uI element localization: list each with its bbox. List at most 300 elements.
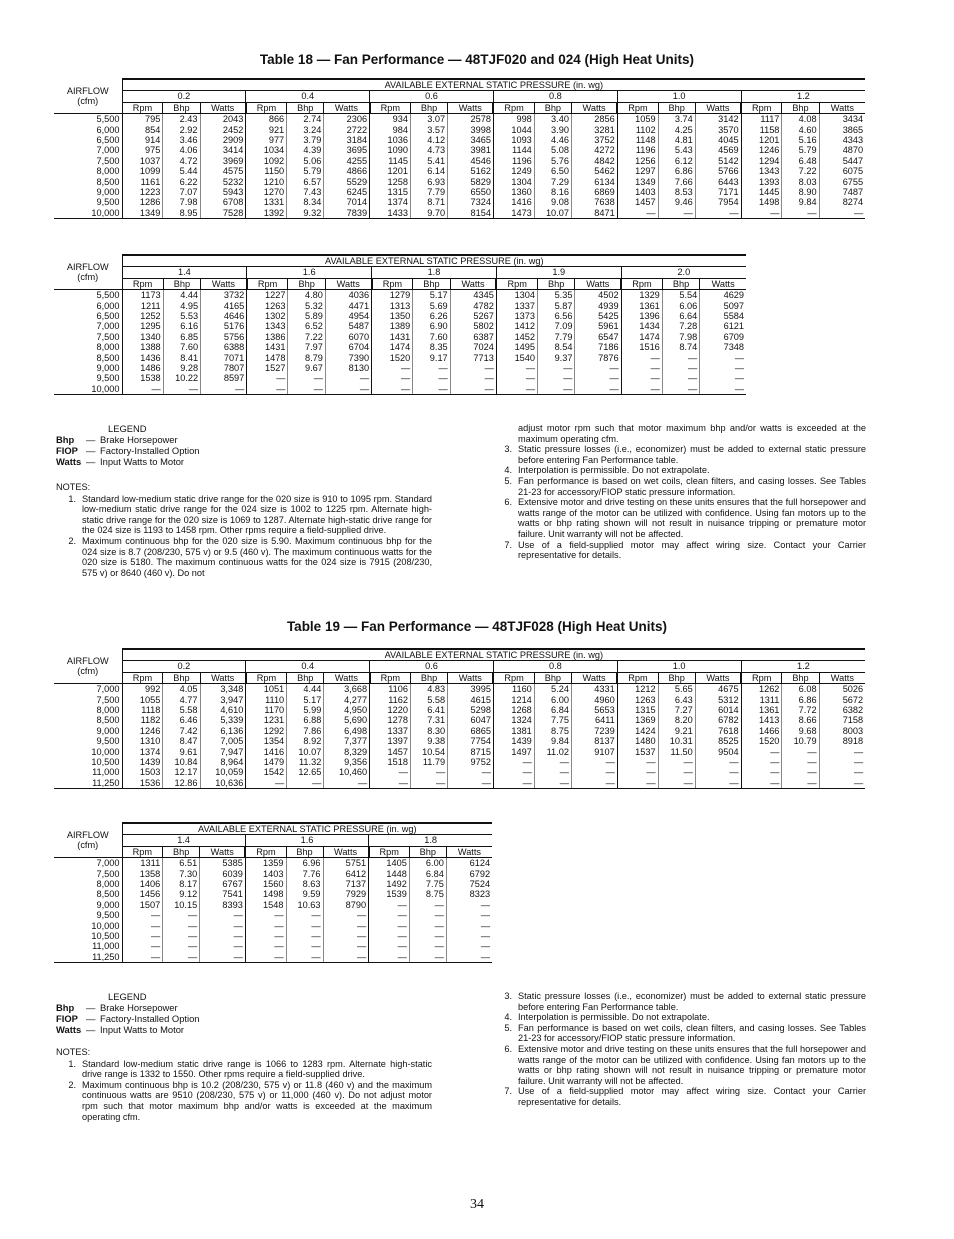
column-rpm: Rpm	[370, 672, 411, 683]
cell-rpm: 1520	[741, 736, 782, 746]
table-row	[54, 900, 492, 910]
cell-rpm: 1196	[617, 145, 658, 155]
note-item	[56, 536, 432, 578]
cell-bhp: 6.22	[163, 177, 200, 187]
cell-watts: 6865	[448, 726, 494, 736]
cell-watts: 3995	[448, 684, 494, 695]
cell-watts: —	[323, 921, 369, 931]
note-number: 4.	[504, 465, 512, 476]
column-rpm: Rpm	[496, 278, 537, 289]
table-row	[54, 373, 746, 383]
airflow-cfm: 6,000	[54, 125, 122, 135]
cell-rpm: 1329	[621, 290, 662, 301]
cell-bhp: 6.06	[662, 301, 699, 311]
cell-watts: —	[853, 746, 864, 757]
cell-watts: 4345	[450, 290, 496, 301]
column-watts: Watts	[819, 102, 865, 113]
cell-bhp: 5.99	[287, 705, 324, 715]
cell-bhp: —	[287, 778, 324, 789]
cell-watts: 4646	[201, 311, 247, 321]
cell-watts: 3281	[571, 125, 617, 135]
cell-rpm: 1304	[493, 177, 534, 187]
cell-watts: 6,136	[200, 726, 246, 736]
cell-watts: —	[734, 373, 745, 384]
airflow-cfm: 9,000	[54, 726, 122, 736]
airflow-cfm: 8,500	[54, 715, 122, 725]
cell-bhp: 4.25	[658, 125, 695, 135]
note-text: Use of a field-supplied motor may affect wiring size. Contact your Carrier representative for details.	[518, 539, 866, 561]
cell-bhp: 6.14	[410, 166, 447, 176]
note-text: Use of a field-supplied motor may affect wiring size. Contact your Carrier representative for details.	[518, 1086, 866, 1107]
cell-watts: 7807	[201, 363, 247, 373]
cell-bhp: 5.35	[538, 290, 575, 301]
cell-watts: —	[480, 931, 491, 942]
column-rpm: Rpm	[246, 672, 287, 683]
cell-bhp: 7.22	[288, 332, 325, 342]
cell-bhp: 9.21	[658, 726, 695, 736]
cell-watts: —	[323, 931, 369, 941]
cell-watts: 4870	[842, 145, 864, 156]
note-number: 4.	[504, 1012, 512, 1023]
cell-rpm: —	[369, 931, 410, 941]
cell-bhp: 4.05	[163, 684, 200, 695]
table-row	[54, 301, 746, 311]
cell-bhp: 4.77	[163, 695, 200, 705]
note-number: 6.	[504, 1043, 512, 1054]
cell-rpm: —	[122, 952, 163, 963]
column-rpm: Rpm	[122, 846, 163, 857]
cell-watts: 7014	[324, 197, 370, 207]
cell-rpm: 1201	[370, 166, 411, 176]
note-text: Standard low-medium static drive range for the 020 size is 910 to 1095 rpm. Standard low-medium static drive range for the 024 size is 1002 to 1225 rpm. Alternate high-static drive range for the 020 size is 1069 to 1287. Alternate high-static drive range for the 024 size is 1193 to 1458 rpm. Other rpms require a field-supplied drive.	[82, 493, 432, 536]
cell-rpm: 1214	[493, 695, 534, 705]
cell-bhp: 4.80	[288, 290, 325, 301]
note-item	[56, 1080, 432, 1122]
table-row	[54, 767, 865, 777]
airflow-header: AIRFLOW (cfm)	[54, 255, 122, 290]
cell-watts: 5766	[695, 166, 741, 176]
cell-rpm: 921	[246, 125, 287, 135]
cell-rpm: 1361	[741, 705, 782, 715]
legend-text: Brake Horsepower	[100, 1002, 178, 1013]
cell-rpm: —	[245, 931, 286, 941]
cell-bhp: 5.16	[782, 135, 819, 145]
pressure-0.2: 0.2	[122, 661, 246, 672]
cell-bhp: 8.92	[287, 736, 324, 746]
cell-bhp: 6.93	[410, 177, 447, 187]
table-row	[54, 114, 865, 125]
cell-rpm: 1337	[370, 726, 411, 736]
cell-bhp: 6.46	[163, 715, 200, 725]
cell-rpm: —	[496, 384, 537, 395]
pressure-1.0: 1.0	[617, 661, 741, 672]
airflow-cfm: 9,500	[54, 736, 122, 746]
airflow-cfm: 10,000	[54, 208, 122, 219]
cell-rpm: —	[369, 921, 410, 931]
note-item	[56, 1059, 432, 1080]
cell-watts: 5312	[695, 695, 741, 705]
cell-bhp: 7.86	[287, 726, 324, 736]
cell-bhp: 6.52	[288, 321, 325, 331]
legend-text: Input Watts to Motor	[100, 1024, 185, 1035]
note-text: Interpolation is permissible. Do not extrapolate.	[518, 465, 710, 476]
cell-bhp: 8.41	[163, 353, 200, 363]
cell-rpm: 977	[246, 135, 287, 145]
cell-bhp: 8.34	[287, 197, 324, 207]
cell-watts: 4675	[695, 684, 741, 695]
cell-watts: 7713	[450, 353, 496, 363]
cell-watts: 8393	[200, 900, 246, 910]
cell-rpm: 1227	[247, 290, 288, 301]
column-rpm: Rpm	[122, 102, 163, 113]
cell-rpm: —	[621, 373, 662, 383]
table18-part2	[54, 254, 746, 395]
cell-rpm: 1456	[122, 889, 163, 899]
airflow-cfm: 7,500	[54, 156, 122, 166]
cell-watts: 6014	[695, 705, 741, 715]
cell-rpm: —	[372, 363, 413, 373]
cell-bhp: 8.53	[658, 187, 695, 197]
cell-watts: 6708	[200, 197, 246, 207]
cell-rpm: —	[247, 373, 288, 383]
airflow-cfm: 9,500	[54, 910, 122, 920]
cell-rpm: 1310	[122, 736, 163, 746]
cell-bhp: 7.27	[658, 705, 695, 715]
cell-bhp: 4.60	[782, 125, 819, 135]
cell-rpm: 1092	[246, 156, 287, 166]
cell-bhp: —	[534, 767, 571, 777]
airflow-cfm: 8,000	[54, 705, 122, 715]
cell-bhp: 3.79	[287, 135, 324, 145]
cell-bhp: 6.43	[658, 695, 695, 705]
airflow-cfm: 9,000	[54, 363, 122, 373]
cell-bhp: —	[288, 373, 325, 383]
airflow-cfm: 11,000	[54, 767, 122, 777]
column-bhp: Bhp	[538, 278, 575, 289]
cell-bhp: 6.64	[662, 311, 699, 321]
cell-watts: 6411	[571, 715, 617, 725]
table-row	[54, 290, 746, 301]
cell-rpm: 1036	[370, 135, 411, 145]
cell-rpm: 1527	[247, 363, 288, 373]
column-rpm: Rpm	[741, 102, 782, 113]
cell-bhp: 5.17	[287, 695, 324, 705]
cell-rpm: 1256	[617, 156, 658, 166]
cell-bhp: 9.84	[782, 197, 819, 207]
cell-bhp: —	[413, 373, 450, 383]
cell-rpm: 1286	[122, 197, 163, 207]
cell-watts: 5,690	[324, 715, 370, 725]
table-row	[54, 684, 865, 695]
cell-rpm: —	[247, 384, 288, 395]
cell-bhp: 3.07	[410, 114, 447, 125]
cell-rpm: 1118	[122, 705, 163, 715]
legend-abbr: Watts	[56, 456, 82, 467]
column-watts: Watts	[201, 278, 247, 289]
cell-watts: —	[734, 363, 745, 374]
cell-bhp: 11.02	[534, 747, 571, 757]
cell-watts: 3434	[842, 114, 864, 125]
legend-item	[56, 1002, 316, 1013]
column-rpm: Rpm	[122, 672, 163, 683]
table-row	[54, 715, 865, 725]
airflow-cfm: 8,000	[54, 166, 122, 176]
legend-abbr: Bhp	[56, 1002, 75, 1013]
cell-bhp: 6.41	[410, 705, 447, 715]
airflow-cfm: 6,000	[54, 301, 122, 311]
cell-watts: —	[480, 910, 491, 921]
cell-watts: 6388	[201, 342, 247, 352]
cell-watts: 8597	[201, 373, 247, 383]
cell-watts: 5672	[842, 694, 864, 705]
cell-bhp: 9.61	[163, 747, 200, 757]
cell-rpm: —	[122, 931, 163, 941]
cell-watts: —	[450, 373, 496, 383]
cell-watts: 2856	[571, 114, 617, 125]
cell-bhp: 12.17	[163, 767, 200, 777]
cell-rpm: —	[369, 952, 410, 963]
cell-rpm: —	[370, 767, 411, 777]
cell-rpm: —	[621, 384, 662, 395]
cell-bhp: —	[409, 921, 446, 931]
cell-watts: 4,950	[324, 705, 370, 715]
cell-bhp: 10.22	[163, 373, 200, 383]
cell-watts: 6755	[842, 176, 864, 187]
column-rpm: Rpm	[741, 672, 782, 683]
cell-bhp: 5.06	[287, 156, 324, 166]
cell-bhp: 7.75	[534, 715, 571, 725]
cell-bhp: 9.37	[538, 353, 575, 363]
cell-bhp: 10.07	[287, 747, 324, 757]
table18-legend	[56, 423, 316, 467]
cell-rpm: —	[122, 941, 163, 951]
cell-bhp: 7.66	[658, 177, 695, 187]
airflow-cfm: 7,500	[54, 332, 122, 342]
cell-watts: 4842	[571, 156, 617, 166]
cell-bhp: 8.90	[782, 187, 819, 197]
cell-watts: 8274	[842, 197, 864, 208]
note-number: 5.	[504, 1022, 512, 1033]
pressure-1.0: 1.0	[617, 91, 741, 102]
cell-bhp: 5.41	[410, 156, 447, 166]
cell-rpm: 1196	[493, 156, 534, 166]
column-bhp: Bhp	[662, 278, 699, 289]
cell-bhp: 11.79	[410, 757, 447, 767]
cell-watts: —	[450, 363, 496, 373]
cell-bhp: —	[286, 910, 323, 920]
cell-watts: 3184	[324, 135, 370, 145]
cell-watts: 4272	[571, 145, 617, 155]
cell-rpm: —	[741, 778, 782, 789]
cell-bhp: 10.84	[163, 757, 200, 767]
cell-rpm: 1331	[246, 197, 287, 207]
column-bhp: Bhp	[409, 846, 446, 857]
cell-rpm: 1150	[246, 166, 287, 176]
cell-rpm: 1361	[621, 301, 662, 311]
cell-rpm: 1397	[370, 736, 411, 746]
cell-bhp: 4.44	[287, 684, 324, 695]
cell-rpm: 1403	[617, 187, 658, 197]
cell-watts: 8003	[842, 725, 864, 736]
cell-watts: 7839	[324, 208, 370, 219]
cell-rpm: 1405	[369, 858, 410, 869]
note-text: Extensive motor and drive testing on these units ensures that the full horsepower and watts range of the motor can be utilized with confidence. Using fan motors up to the watts or bhp rating shown will not result in nuisance tripping or premature motor failure. Unit warranty will not be affected.	[518, 497, 866, 539]
cell-bhp: 7.98	[662, 332, 699, 342]
cell-bhp: 9.59	[286, 889, 323, 899]
cell-watts: 5802	[450, 321, 496, 331]
static-pressure-header: AVAILABLE EXTERNAL STATIC PRESSURE (in. wg)	[122, 823, 492, 835]
column-watts: Watts	[325, 278, 371, 289]
airflow-cfm: 7,500	[54, 869, 122, 879]
legend-abbr: FIOP	[56, 1013, 78, 1024]
cell-watts: 6550	[448, 187, 494, 197]
cell-bhp: 8.54	[538, 342, 575, 352]
legend-abbr: Watts	[56, 1024, 82, 1035]
cell-watts: 2306	[324, 114, 370, 125]
cell-watts: 7171	[695, 187, 741, 197]
note-item	[56, 494, 432, 536]
cell-rpm: 1507	[122, 900, 163, 910]
note-number: 3.	[504, 991, 512, 1001]
cell-bhp: 3.57	[410, 125, 447, 135]
airflow-cfm: 10,000	[54, 747, 122, 757]
cell-watts: 2909	[200, 135, 246, 145]
cell-bhp: 5.65	[658, 684, 695, 695]
cell-bhp: 8.20	[658, 715, 695, 725]
cell-bhp: —	[538, 384, 575, 395]
column-bhp: Bhp	[658, 672, 695, 683]
table-row	[54, 879, 492, 889]
cell-watts: 6547	[575, 332, 621, 342]
cell-rpm: 1457	[370, 747, 411, 757]
cell-rpm: 1211	[122, 301, 163, 311]
pressure-1.9: 1.9	[496, 267, 621, 278]
legend-text: Factory-Installed Option	[100, 1013, 200, 1024]
cell-rpm: 1358	[122, 869, 163, 879]
static-pressure-header: AVAILABLE EXTERNAL STATIC PRESSURE (in. wg)	[122, 255, 746, 267]
cell-watts: —	[323, 910, 369, 920]
cell-rpm: —	[496, 363, 537, 373]
column-rpm: Rpm	[621, 278, 662, 289]
column-watts: Watts	[200, 102, 246, 113]
cell-bhp: —	[782, 747, 819, 757]
cell-rpm: 934	[370, 114, 411, 125]
cell-watts: 8,964	[200, 757, 246, 767]
cell-rpm: 1498	[741, 197, 782, 207]
table-row	[54, 353, 746, 363]
column-bhp: Bhp	[163, 102, 200, 113]
cell-watts: 7158	[842, 715, 864, 726]
cell-rpm: 1173	[122, 290, 163, 301]
cell-rpm: 1412	[496, 321, 537, 331]
cell-rpm: 1474	[372, 342, 413, 352]
pressure-0.6: 0.6	[370, 661, 494, 672]
cell-watts: 4045	[695, 135, 741, 145]
cell-rpm: 1478	[247, 353, 288, 363]
column-rpm: Rpm	[493, 102, 534, 113]
legend-item	[56, 445, 316, 456]
cell-watts: 4575	[200, 166, 246, 176]
cell-rpm: 1369	[617, 715, 658, 725]
cell-rpm: 1263	[617, 695, 658, 705]
cell-rpm: 1304	[496, 290, 537, 301]
pressure-1.4: 1.4	[122, 267, 247, 278]
cell-watts: 4960	[571, 695, 617, 705]
cell-watts: 9,356	[324, 757, 370, 767]
cell-rpm: 1474	[621, 332, 662, 342]
cell-rpm: 1516	[621, 342, 662, 352]
cell-bhp: 11.50	[658, 747, 695, 757]
cell-bhp: 3.90	[534, 125, 571, 135]
cell-bhp: 6.08	[782, 684, 819, 695]
cell-watts: 6121	[723, 321, 745, 332]
cell-rpm: 795	[122, 114, 163, 125]
cell-watts: 7929	[323, 889, 369, 899]
cell-bhp: —	[782, 767, 819, 777]
cell-bhp: 8.30	[410, 726, 447, 736]
cell-rpm: —	[617, 778, 658, 789]
cell-watts: 4343	[842, 135, 864, 146]
cell-watts: —	[695, 778, 741, 789]
airflow-cfm: 8,000	[54, 342, 122, 352]
airflow-header: AIRFLOW (cfm)	[54, 649, 122, 684]
cell-watts: 4782	[450, 301, 496, 311]
cell-watts: 5385	[200, 858, 246, 869]
column-watts: Watts	[695, 672, 741, 683]
cell-watts: 3414	[200, 145, 246, 155]
note-item	[492, 1086, 866, 1107]
airflow-cfm: 9,500	[54, 373, 122, 383]
cell-rpm: 1258	[370, 177, 411, 187]
note-text: Fan performance is based on wet coils, clean filters, and casing losses. See Tables 21-23 for accessory/FIOP static pressure information.	[518, 475, 866, 497]
cell-watts: 7024	[450, 342, 496, 352]
cell-rpm: 1117	[741, 114, 782, 125]
cell-bhp: —	[409, 941, 446, 951]
cell-rpm: 984	[370, 125, 411, 135]
cell-rpm: 1220	[370, 705, 411, 715]
airflow-cfm: 9,500	[54, 197, 122, 207]
cell-bhp: 3.24	[287, 125, 324, 135]
table-row	[54, 941, 492, 951]
column-bhp: Bhp	[534, 672, 571, 683]
legend-heading: LEGEND	[108, 423, 147, 434]
column-watts: Watts	[446, 846, 492, 857]
pressure-0.6: 0.6	[370, 91, 494, 102]
pressure-2.0: 2.0	[677, 267, 691, 278]
column-bhp: Bhp	[413, 278, 450, 289]
cell-watts: 5425	[575, 311, 621, 321]
cell-rpm: 1160	[493, 684, 534, 695]
column-rpm: Rpm	[370, 102, 411, 113]
cell-watts: —	[448, 778, 494, 789]
cell-bhp: 8.71	[410, 197, 447, 207]
table-row	[54, 952, 492, 963]
cell-watts: 6443	[695, 177, 741, 187]
cell-bhp: 6.00	[409, 858, 446, 869]
cell-watts: —	[200, 921, 246, 931]
cell-bhp: —	[286, 941, 323, 951]
cell-bhp: 7.98	[163, 197, 200, 207]
cell-bhp: 7.29	[534, 177, 571, 187]
cell-watts: —	[575, 363, 621, 373]
cell-watts: 6704	[325, 342, 371, 352]
note-text: Static pressure losses (i.e., economizer) must be added to external static pressure before entering Fan Performance table.	[518, 991, 866, 1012]
note-number: 5.	[504, 475, 512, 486]
cell-rpm: 1373	[496, 311, 537, 321]
table-row	[54, 342, 746, 352]
cell-rpm: 1292	[246, 726, 287, 736]
cell-rpm: 1439	[493, 736, 534, 746]
